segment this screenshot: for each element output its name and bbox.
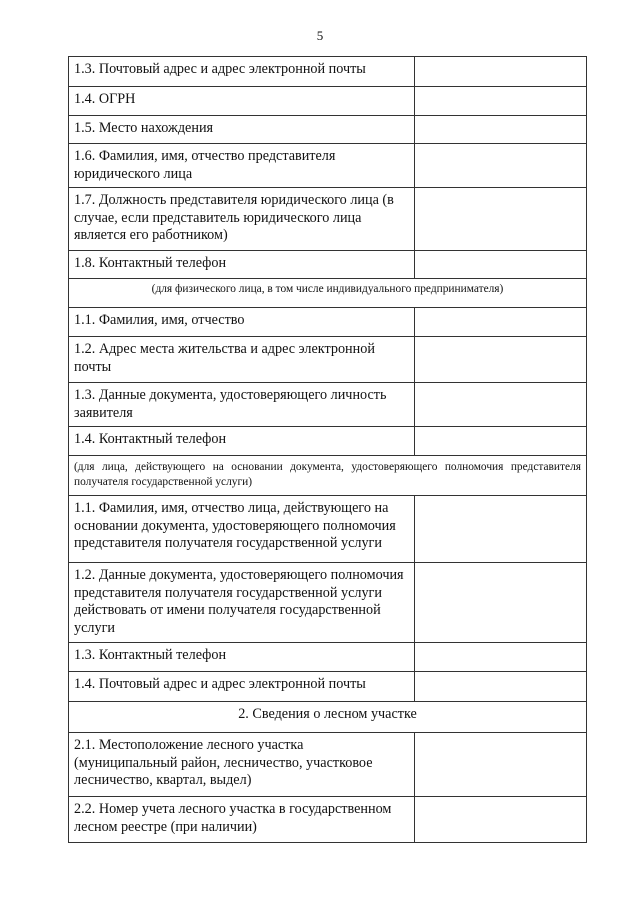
form-row-value-field[interactable] bbox=[415, 57, 586, 86]
form-row bbox=[68, 797, 587, 843]
individual-section-heading: (для физического лица, в том числе индивидуального предпринимателя) bbox=[68, 279, 587, 308]
form-row-value-field[interactable] bbox=[415, 797, 586, 842]
form-row-value-field[interactable] bbox=[415, 144, 586, 187]
form-row bbox=[68, 188, 587, 251]
form-row bbox=[68, 383, 587, 427]
form-row-label: 1.6. Фамилия, имя, отчество представителя юридического лица bbox=[69, 144, 415, 187]
form-row bbox=[68, 116, 587, 144]
form-row bbox=[68, 56, 587, 87]
form-row bbox=[68, 733, 587, 797]
form-row-value-field[interactable] bbox=[415, 383, 586, 426]
form-row bbox=[68, 427, 587, 456]
form-row bbox=[68, 87, 587, 116]
representative-rows bbox=[68, 496, 587, 702]
form-row-value-field[interactable] bbox=[415, 87, 586, 115]
form-row-value-field[interactable] bbox=[415, 337, 586, 382]
form-row bbox=[68, 563, 587, 643]
form-row-label: 1.2. Адрес места жительства и адрес электронной почты bbox=[69, 337, 415, 382]
form-row-value-field[interactable] bbox=[415, 672, 586, 701]
form-row-value-field[interactable] bbox=[415, 188, 586, 250]
form-row bbox=[68, 308, 587, 337]
form-row-label: 1.8. Контактный телефон bbox=[69, 251, 415, 278]
form-row bbox=[68, 251, 587, 279]
form-row-label: 2.2. Номер учета лесного участка в государственном лесном реестре (при наличии) bbox=[69, 797, 415, 842]
forest-plot-rows bbox=[68, 733, 587, 843]
form-row-label: 1.1. Фамилия, имя, отчество лица, действующего на основании документа, удостоверяющего полномочия представителя получателя государственной услуги bbox=[69, 496, 415, 562]
form-row-label: 1.3. Контактный телефон bbox=[69, 643, 415, 671]
form-row-label: 1.1. Фамилия, имя, отчество bbox=[69, 308, 415, 336]
form-row bbox=[68, 672, 587, 702]
form-row bbox=[68, 144, 587, 188]
form-row-label: 1.4. Контактный телефон bbox=[69, 427, 415, 455]
form-row-label: 1.3. Данные документа, удостоверяющего личность заявителя bbox=[69, 383, 415, 426]
legal-entity-rows bbox=[68, 56, 587, 279]
form-row-label: 2.1. Местоположение лесного участка (муниципальный район, лесничество, участковое лесничество, квартал, выдел) bbox=[69, 733, 415, 796]
form-row-value-field[interactable] bbox=[415, 308, 586, 336]
form-row-label: 1.2. Данные документа, удостоверяющего полномочия представителя получателя государственной услуги действовать от имени получателя государственной услуги bbox=[69, 563, 415, 642]
form-row-label: 1.3. Почтовый адрес и адрес электронной почты bbox=[69, 57, 415, 86]
form-row bbox=[68, 643, 587, 672]
page-number: 5 bbox=[316, 28, 324, 43]
individual-rows bbox=[68, 308, 587, 456]
form-row-label: 1.7. Должность представителя юридического лица (в случае, если представитель юридического лица является его работником) bbox=[69, 188, 415, 250]
application-form-table bbox=[68, 56, 587, 843]
forest-plot-section-title: 2. Сведения о лесном участке bbox=[68, 702, 587, 733]
form-row-label: 1.5. Место нахождения bbox=[69, 116, 415, 143]
form-row-label: 1.4. ОГРН bbox=[69, 87, 415, 115]
form-row-value-field[interactable] bbox=[415, 643, 586, 671]
form-row bbox=[68, 337, 587, 383]
form-row-value-field[interactable] bbox=[415, 116, 586, 143]
form-row-value-field[interactable] bbox=[415, 733, 586, 796]
form-row bbox=[68, 496, 587, 563]
form-row-value-field[interactable] bbox=[415, 496, 586, 562]
form-row-value-field[interactable] bbox=[415, 563, 586, 642]
form-row-label: 1.4. Почтовый адрес и адрес электронной почты bbox=[69, 672, 415, 701]
representative-section-heading: (для лица, действующего на основании документа, удостоверяющего полномочия представителя получателя государственной услуги) bbox=[68, 456, 587, 496]
form-row-value-field[interactable] bbox=[415, 251, 586, 278]
form-row-value-field[interactable] bbox=[415, 427, 586, 455]
